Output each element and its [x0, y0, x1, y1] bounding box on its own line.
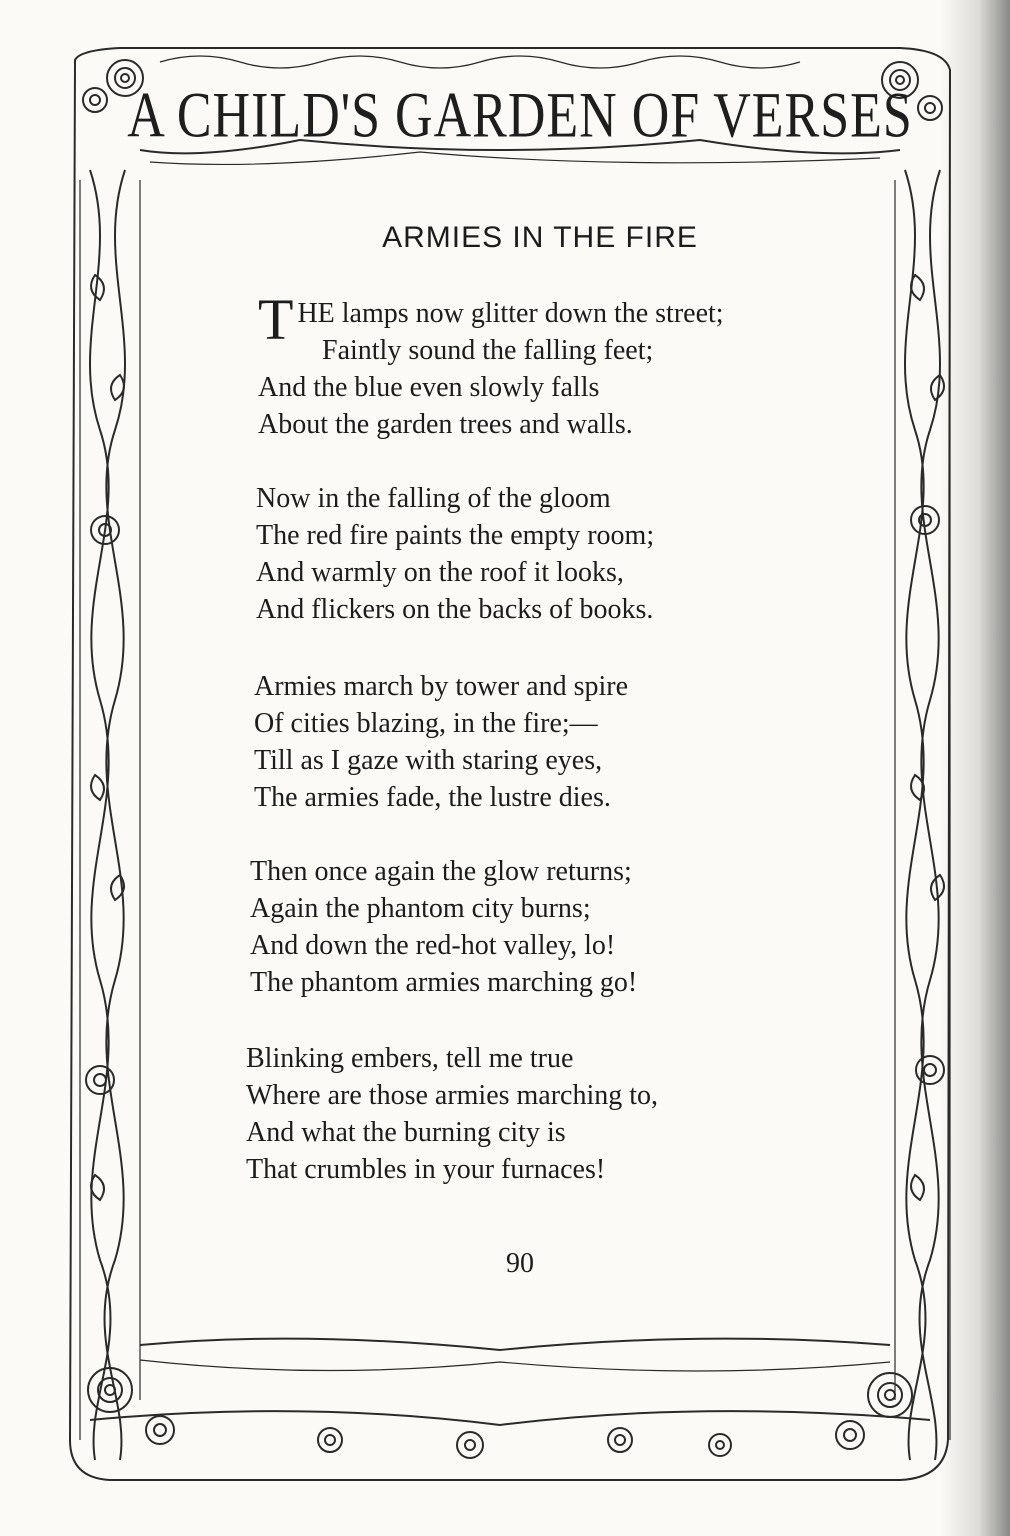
stanza-3	[254, 668, 954, 816]
poem-line: Of cities blazing, in the fire;—	[254, 708, 598, 739]
poem-line: The red fire paints the empty room;	[256, 520, 655, 551]
poem-line: And what the burning city is	[246, 1117, 566, 1148]
poem-line: Again the phantom city burns;	[250, 893, 591, 924]
poem-line: THE lamps now glitter down the street;	[258, 287, 724, 352]
stanza-2	[256, 480, 956, 628]
poem-line: The phantom armies marching go!	[250, 967, 638, 998]
poem-line: Where are those armies marching to,	[246, 1080, 659, 1111]
poem-title: ARMIES IN THE FIRE	[382, 221, 698, 254]
page-number: 90	[506, 1248, 534, 1279]
poem-line: Faintly sound the falling feet;	[322, 335, 654, 366]
poem-line: Then once again the glow returns;	[250, 856, 632, 887]
poem-line: And the blue even slowly falls	[258, 372, 600, 403]
poem-line: About the garden trees and walls.	[258, 409, 633, 440]
poem-line: That crumbles in your furnaces!	[246, 1154, 606, 1185]
poem-line: Now in the falling of the gloom	[256, 483, 611, 514]
stanza-1	[258, 287, 958, 443]
poem-line: And flickers on the backs of books.	[256, 594, 654, 625]
poem-line: Blinking embers, tell me true	[246, 1043, 574, 1074]
poem-line: And down the red-hot valley, lo!	[250, 930, 616, 961]
poem-line: Till as I gaze with staring eyes,	[254, 745, 603, 776]
drop-cap: T	[258, 287, 294, 352]
poem-line: Armies march by tower and spire	[254, 671, 628, 702]
poem-line: And warmly on the roof it looks,	[256, 557, 624, 588]
stanza-5	[246, 1040, 946, 1188]
stanza-4	[250, 853, 950, 1001]
poem-line: The armies fade, the lustre dies.	[254, 782, 611, 813]
book-title-header: A CHILD'S GARDEN OF VERSES	[127, 79, 913, 151]
